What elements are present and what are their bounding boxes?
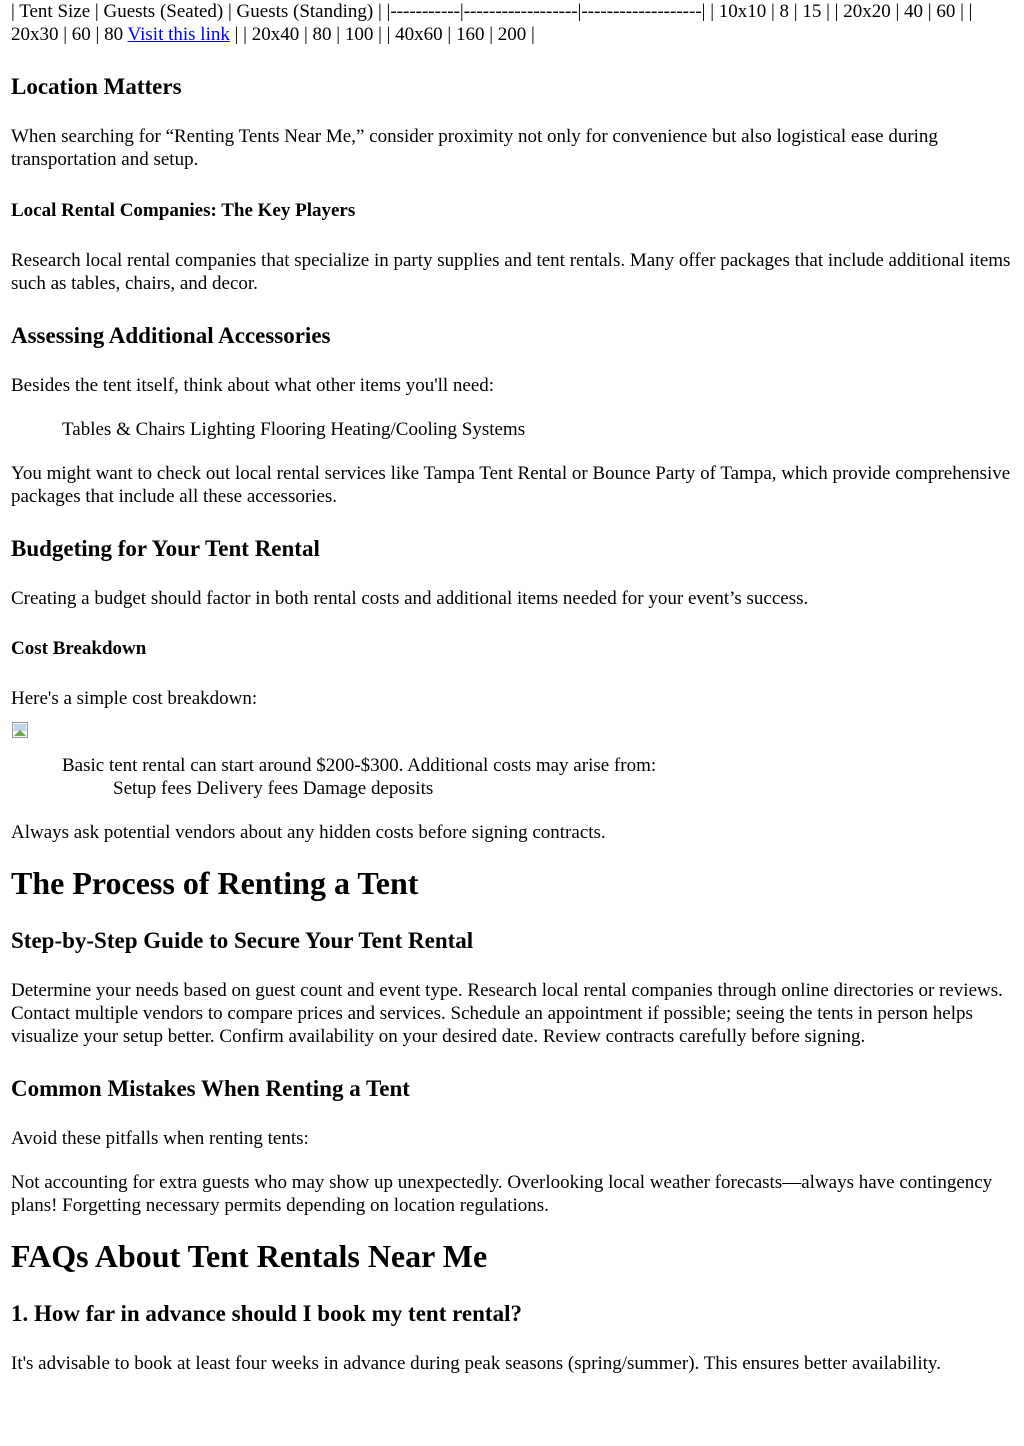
budgeting-heading: Budgeting for Your Tent Rental — [11, 536, 320, 561]
faq-answer-1: It's advisable to book at least four weeks in advance during peak seasons (spring/summer). This ensures better availability. — [11, 1353, 941, 1374]
visit-link[interactable]: Visit this link — [127, 24, 230, 45]
cost-breakdown-intro: Here's a simple cost breakdown: — [11, 688, 258, 709]
mistakes-paragraph: Not accounting for extra guests who may show up unexpectedly. Overlooking local weather forecasts—always have contingency plans! Forgetting necessary permits depending on location regulations. — [11, 1172, 993, 1216]
broken-image-icon — [11, 721, 31, 741]
budgeting-paragraph: Creating a budget should factor in both rental costs and additional items needed for your event’s success. — [11, 588, 809, 609]
location-paragraph: When searching for “Renting Tents Near Me,” consider proximity not only for convenience but also logistical ease during transportation and setup. — [11, 126, 938, 170]
faqs-heading: FAQs About Tent Rentals Near Me — [11, 1238, 488, 1274]
mistakes-heading: Common Mistakes When Renting a Tent — [11, 1076, 410, 1101]
hidden-costs-note: Always ask potential vendors about any hidden costs before signing contracts. — [11, 822, 606, 843]
location-heading: Location Matters — [11, 74, 182, 99]
process-heading: The Process of Renting a Tent — [11, 865, 419, 901]
broken-image — [11, 721, 1016, 745]
mistakes-intro: Avoid these pitfalls when renting tents: — [11, 1128, 309, 1149]
step-by-step-paragraph: Determine your needs based on guest count and event type. Research local rental companies through online directories or reviews. Contact multiple vendors to compare prices and services. Schedule an appointment if possible; seeing the tents in person helps visualize your setup better. Confirm availability on your desired date. Review contracts carefully before signing. — [11, 980, 1003, 1047]
size-table-markdown — [11, 0, 1016, 46]
accessories-paragraph: You might want to check out local rental services like Tampa Tent Rental or Bounce Party of Tampa, which provide comprehensive packages that include all these accessories. — [11, 463, 1011, 507]
size-table-text-rest: | | 20x40 | 80 | 100 | | 40x60 | 160 | 200 | — [234, 24, 535, 45]
accessories-heading: Assessing Additional Accessories — [11, 323, 331, 348]
size-table-text: | Tent Size | Guests (Seated) | Guests (Standing) | |-----------|------------------|-------------------| | 10x10 | 8 | 15 | | 20x20 | 40 | 60 | | 20x30 | 60 | 80 — [11, 1, 973, 45]
cost-breakdown-heading: Cost Breakdown — [11, 638, 147, 659]
local-rental-paragraph: Research local rental companies that specialize in party supplies and tent rentals. Many offer packages that include additional items such as tables, chairs, and decor. — [11, 250, 1011, 294]
accessories-list: Tables & Chairs Lighting Flooring Heating/Cooling Systems — [62, 419, 526, 440]
basic-rental-cost: Basic tent rental can start around $200-$300. Additional costs may arise from: — [62, 755, 657, 776]
additional-fees-list: Setup fees Delivery fees Damage deposits — [113, 778, 434, 799]
step-by-step-heading: Step-by-Step Guide to Secure Your Tent Rental — [11, 928, 474, 953]
accessories-intro: Besides the tent itself, think about what other items you'll need: — [11, 375, 495, 396]
local-rental-heading: Local Rental Companies: The Key Players — [11, 200, 356, 221]
faq-question-1: 1. How far in advance should I book my tent rental? — [11, 1301, 522, 1326]
